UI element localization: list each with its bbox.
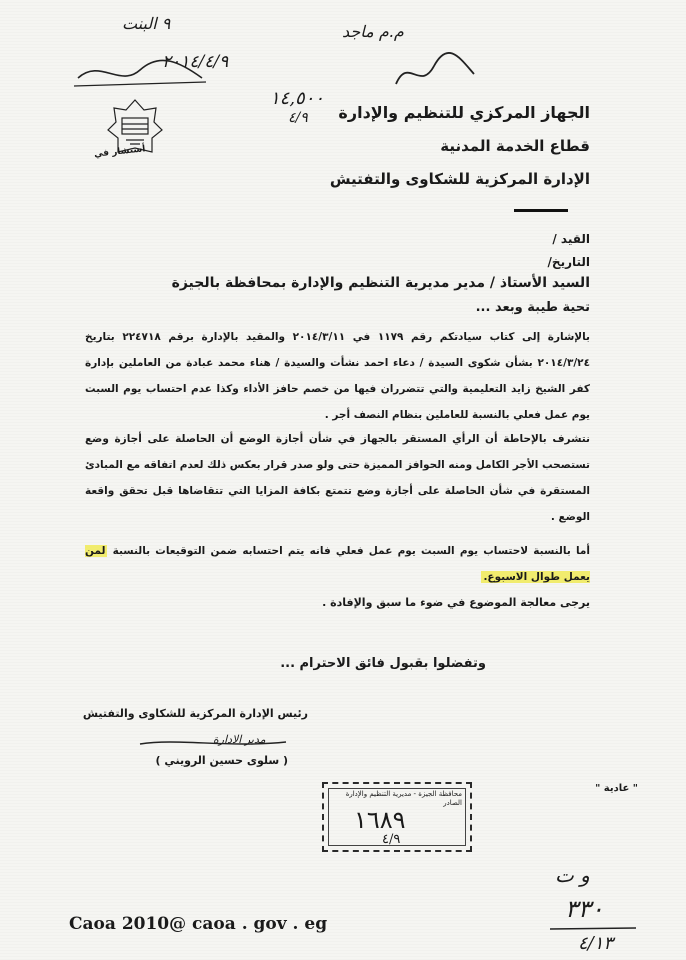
request-line: يرجى معالجة الموضوع في ضوء ما سبق والإفادة . <box>322 596 590 609</box>
stamp-date: ٤/٩ <box>382 832 401 847</box>
body-paragraph-3 <box>85 538 590 590</box>
header-divider <box>514 209 568 212</box>
paragraph-3-text: أما بالنسبة لاحتساب يوم السبت يوم عمل فعلي فانه يتم احتسابه ضمن التوقيعات بالنسبة <box>112 545 590 557</box>
stamp-authority: محافظة الجيزة - مديرية التنظيم والإدارة <box>345 790 462 798</box>
handwritten-signature: مدير الادارة <box>213 733 266 746</box>
org-name: الجهاز المركزي للتنظيم والإدارة <box>338 103 590 122</box>
closing-salutation: وتفضلوا بقبول فائق الاحترام ... <box>280 656 486 671</box>
signatory-title: رئيس الإدارة المركزية للشكاوى والتفتيش <box>82 707 308 720</box>
handwritten-date: ٤/١٣ <box>578 933 614 954</box>
signature-line-icon <box>138 736 288 750</box>
addressee: السيد الأستاذ / مدير مديرية التنظيم والإدارة بمحافظة بالجيزة <box>171 275 590 291</box>
signature-scribble-icon <box>390 48 480 98</box>
handwritten-note: ٩ البنت <box>122 14 171 33</box>
handwritten-note: و ت <box>555 863 590 887</box>
reference-number-label: القيد / <box>552 232 590 246</box>
incoming-stamp <box>322 782 472 852</box>
seal-caption: أستشار في <box>93 144 146 160</box>
signature-scribble-icon <box>70 48 210 98</box>
body-paragraph-2: نتشرف بالإحاطة أن الرأي المستقر بالجهاز في شأن أجازة الوضع أن الحاصلة على أجازة وضع تستصحب الأجر الكامل ومنه الحوافز المميزة حتى ولو صدر قرار بعكس ذلك لعدم اتفاقه مع المبادئ المستقرة في شأن الحاصلة على أجازة وضع تتمتع بكافة المزايا التي تتقاضاها قبل تحقق واقعة الوضع . <box>85 433 590 523</box>
highlighted-text: لمن يعمل طوال الاسبوع. <box>85 545 590 583</box>
handwritten-number: ٣٣٠ <box>565 895 604 923</box>
footer-email: Caoa 2010@ caoa . gov . eg <box>69 914 328 934</box>
handwritten-date: ٤/٩ <box>288 110 308 126</box>
underline-icon <box>548 925 638 933</box>
date-label: التاريخ/ <box>547 255 590 269</box>
body-paragraph-1: بالإشارة إلى كتاب سيادتكم رقم ١١٧٩ في ٢٠١٤/٣/١١ والمقيد بالإدارة برقم ٢٢٤٧١٨ بتاريخ ٢٠١٤/٣/٢٤ بشأن شكوى السيدة / دعاء احمد نشأت والسيدة / هناء محمد عبادة من العاملين بإدارة كفر الشيخ زايد التعليمية والتي تتضرران فيها من خصم حافز الأداء وكذا عدم احتساب يوم السبت يوم عمل فعلي بالنسبة للعاملين بنظام النصف أجر . <box>85 331 590 421</box>
priority-note: " عادية " <box>595 783 638 794</box>
department-name: الإدارة المركزية للشكاوى والتفتيش <box>329 170 590 188</box>
stamp-type: الصادر <box>443 799 462 807</box>
sector-name: قطاع الخدمة المدنية <box>440 137 590 155</box>
greeting: تحية طيبة وبعد ... <box>475 300 590 315</box>
handwritten-number: ١٤,٥٠٠ <box>270 88 325 109</box>
handwritten-note: م.م ماجد <box>342 22 404 41</box>
handwritten-date: ٢٠١٤/٤/٩ <box>162 52 229 72</box>
stamp-number: ١٦٨٩ <box>354 806 406 834</box>
signatory-name: ( سلوى حسين الرويني ) <box>155 754 288 767</box>
